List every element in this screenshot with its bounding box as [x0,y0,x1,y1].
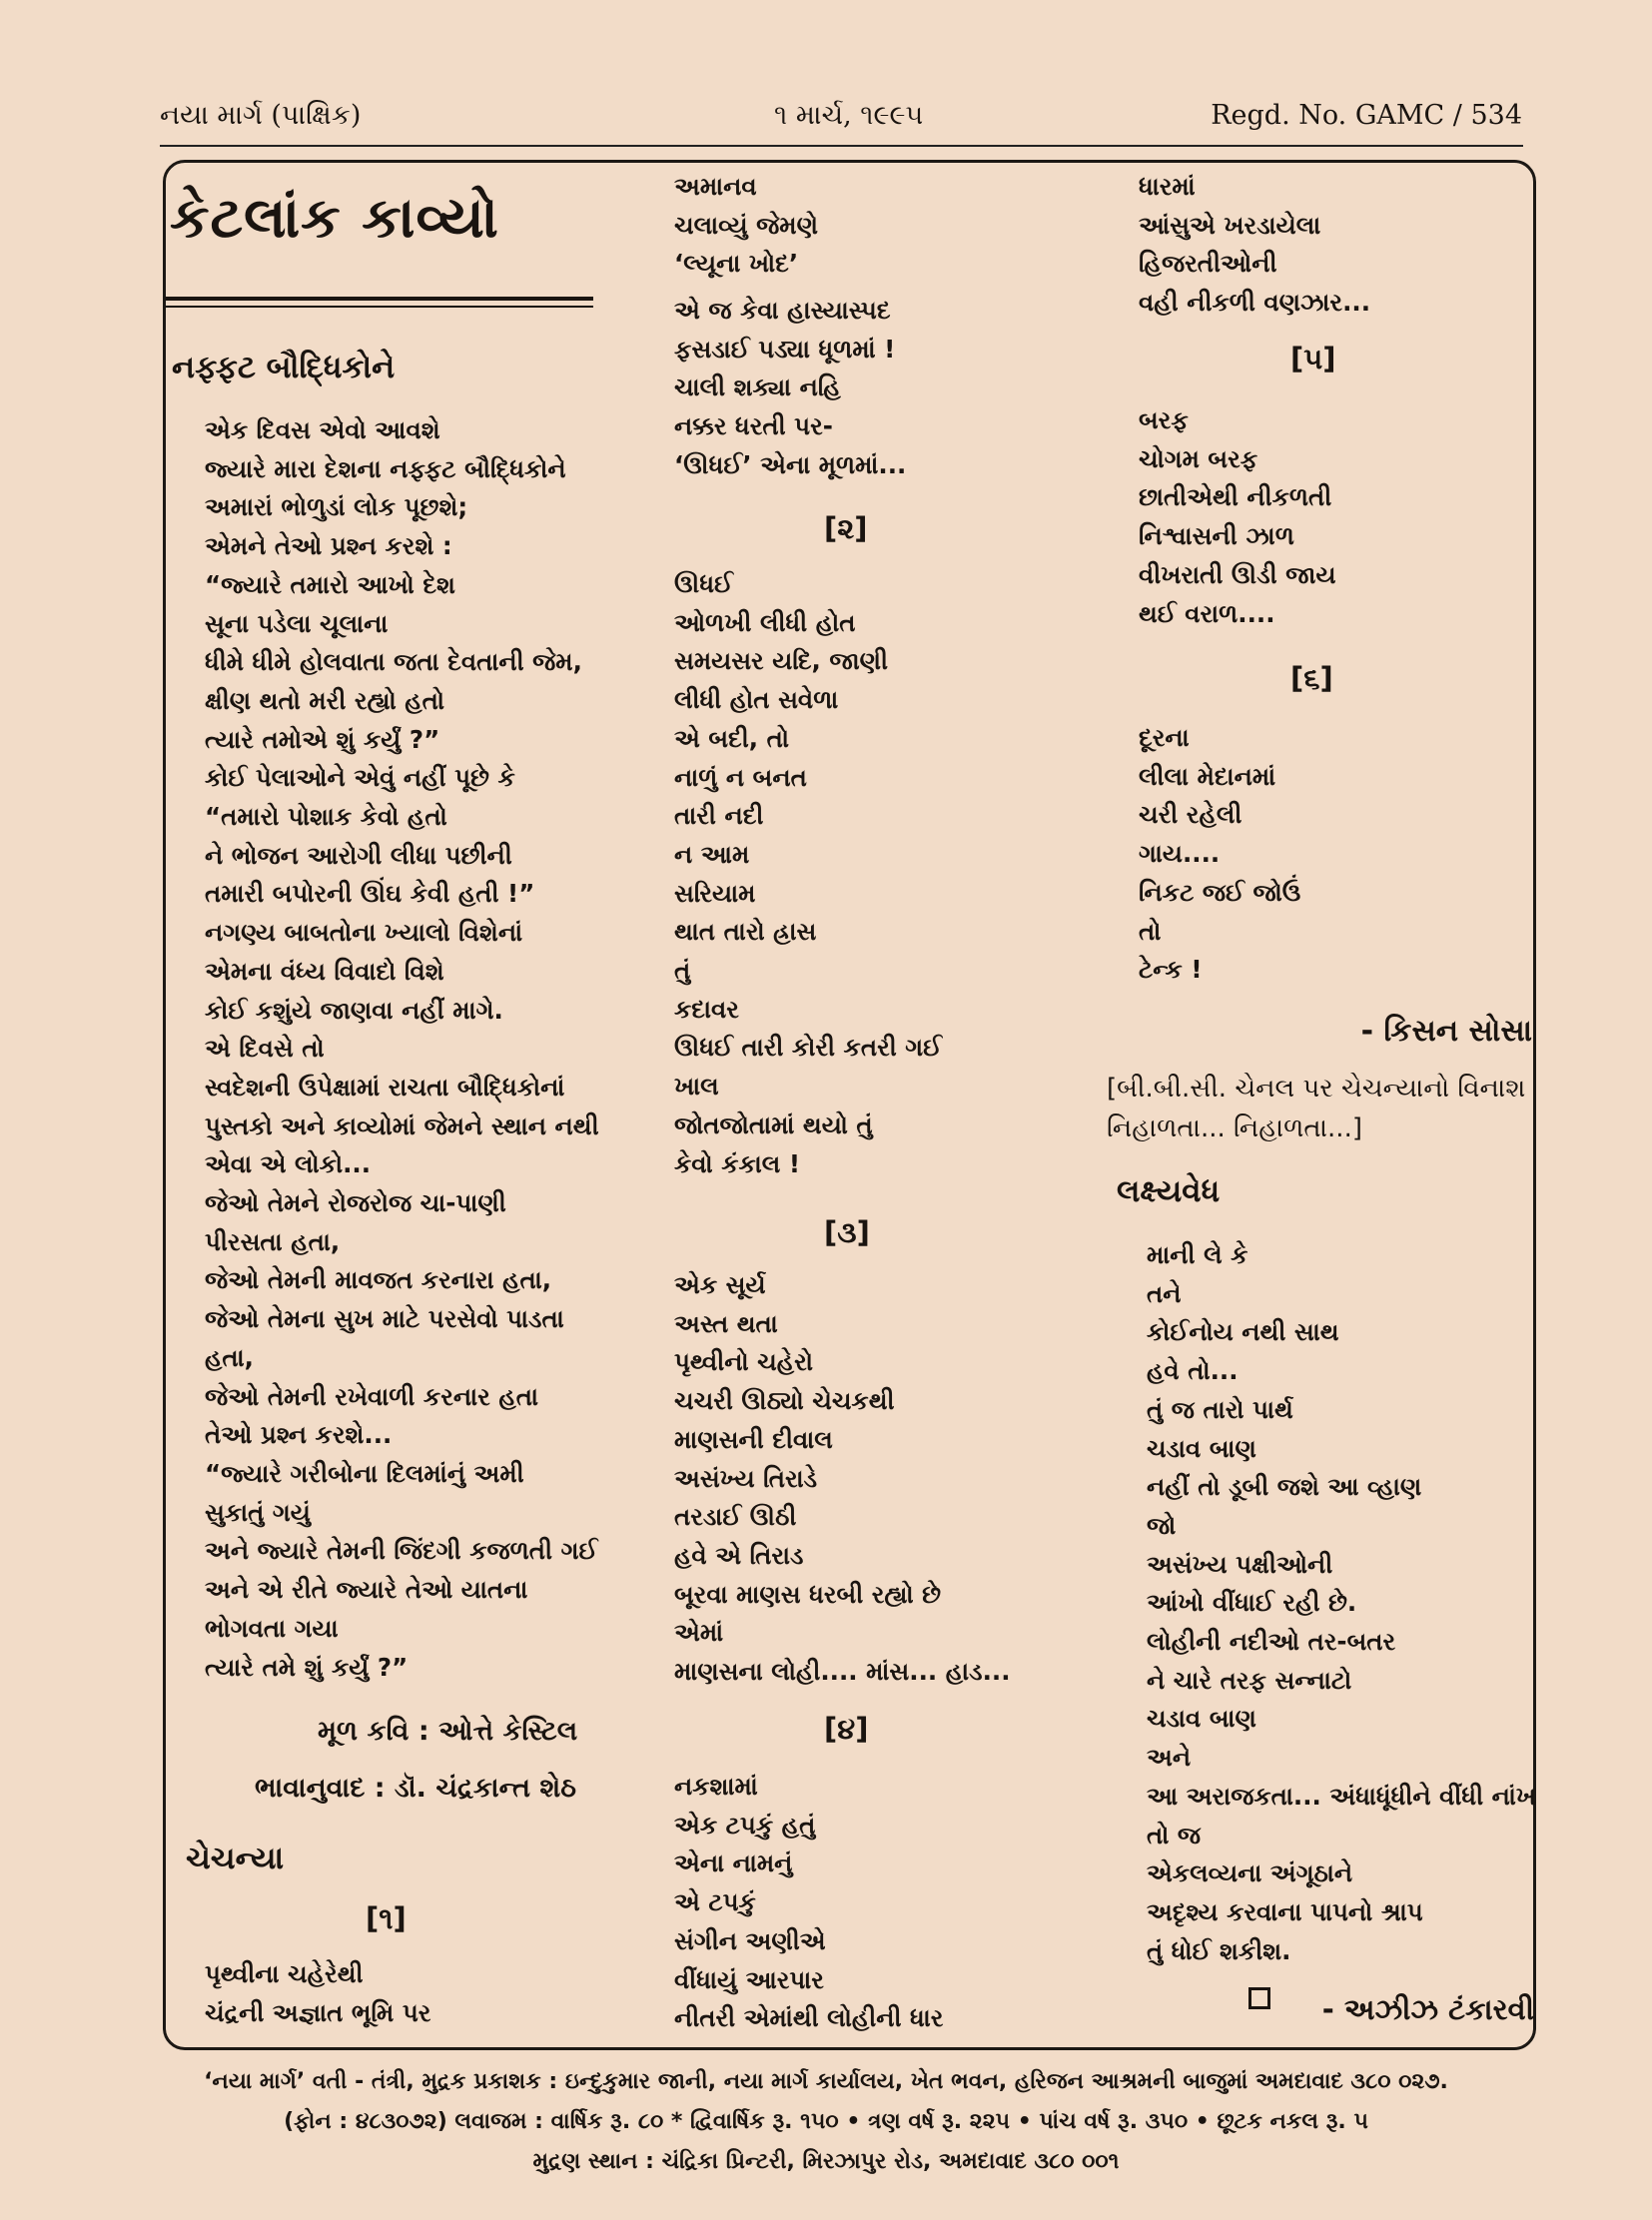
poem2-note-line1: [બી.બી.સી. ચેનલ પર ચેચન્યાનો વિનાશ [1107,1074,1526,1104]
poem-line: ચડાવ બાણ [1147,1433,1256,1463]
poem2-stanza6-label: [૬] [1290,661,1333,695]
poem-line: ચાલી શક્યા નહિ [674,372,841,402]
poem-line: નહીં તો ડૂબી જશે આ વ્હાણ [1147,1472,1422,1502]
poem-line: કોઈ કશુંયે જાણવા નહીં માગે. [205,995,503,1025]
poem-line: સૂના પડેલા ચૂલાના [205,608,389,638]
poem-line: તરડાઈ ઊઠી [674,1502,797,1532]
poem-line: લોહીની નદીઓ તર-બતર [1147,1627,1396,1657]
poem-line: છાતીએથી નીકળતી [1139,482,1332,512]
poem-line: નિશ્વાસની ઝાળ [1139,521,1294,551]
poem-line: એકલવ્યના અંગૂઠાને [1147,1858,1353,1888]
poem-line: એક દિવસ એવો આવશે [205,415,440,444]
poem-line: કોઈ પેલાઓને એવું નહીં પૂછે કે [205,763,515,793]
poem2-stanza1-mid-a [674,168,818,284]
poem-line: અદૃશ્ય કરવાના પાપનો શ્રાપ [1147,1896,1423,1926]
poem-line: જેઓ તેમની માવજત કરનારા હતા, [205,1265,552,1295]
poem-line: થાત તારો હ્રાસ [674,917,817,947]
header-regd-no: Regd. No. GAMC / 534 [1211,100,1522,131]
page-title: કેટલાંક કાવ્યો [170,186,499,251]
poem-line: ખાલ [674,1072,719,1102]
poem-line: સુકાતું ગયું [205,1497,311,1527]
poem-line: તમારી બપોરની ઊંઘ કેવી હતી !” [205,879,535,909]
poem-line: તું [674,956,691,986]
poem1-body [205,411,599,1687]
poem-line: વીંધાયું આરપાર [674,1964,824,1994]
poem-line: ચલાવ્યું જેમણે [674,210,818,240]
poem3-title: લક્ષ્યવેધ [1117,1173,1221,1209]
poem-line: આ અરાજકતા... અંધાધૂંધીને વીંધી નાંખ [1147,1781,1537,1811]
poem-line: એ જ કેવા હાસ્યાસ્પદ [674,296,891,325]
poem-line: તો જ [1147,1820,1202,1850]
poem-line: નકશામાં [674,1772,758,1801]
title-underline-2 [166,306,593,308]
poem-line: અને એ રીતે જ્યારે તેઓ યાતના [205,1575,528,1605]
poem-line: ગાય.... [1139,839,1221,869]
poem-line: ધીમે ધીમે હોલવાતા જતા દેવતાની જેમ, [205,647,582,677]
poem2-stanza1-left [205,1955,430,2032]
poem-line: અને [1147,1743,1192,1773]
poem-line: બૂરવા માણસ ધરબી રહ્યો છે [674,1579,942,1609]
poem-line: લીધી હોત સવેળા [674,685,839,715]
poem2-stanza4-label: [૪] [824,1712,869,1746]
poem-line: ક્ષીણ થતો મરી રહ્યો હતો [205,685,445,715]
poem-line: થઈ વરાળ.... [1139,598,1275,628]
poem2-stanza3-label: [૩] [824,1215,870,1249]
poem2-stanza4-right [1139,168,1370,323]
poem2-stanza2-label: [૨] [824,511,868,545]
poem-line: ને ચારે તરફ સન્નાટો [1147,1665,1352,1695]
poem-line: પૃથ્વીના ચહેરેથી [205,1959,364,1988]
poem-line: ચડાવ બાણ [1147,1704,1256,1734]
poem-line: ફસડાઈ પડ્યા ધૂળમાં ! [674,334,896,364]
poem2-stanza1-label: [૧] [366,1901,407,1935]
poem-line: સ્વદેશની ઉપેક્ષામાં રાચતા બૌદ્ધિકોનાં [205,1072,565,1102]
poem-line: અસંખ્ય પક્ષીઓની [1147,1549,1333,1579]
poem-line: નાળું ન બનત [674,762,807,792]
poem-line: એ ટપકું [674,1887,756,1917]
poem-line: નિકટ જઈ જોઉં [1139,877,1301,907]
poem2-note-line2: નિહાળતા... નિહાળતા...] [1107,1113,1362,1143]
poem-line: સરિયામ [674,878,756,908]
poem2-title: ચેચન્યા [186,1841,285,1876]
poem-line: માણસના લોહી.... માંસ... હાડ... [674,1657,1011,1687]
poem-line: તેઓ પ્રશ્ન કરશે... [205,1420,393,1450]
poem-line: ‘ઊધઈ’ એના મૂળમાં... [674,449,907,479]
poem2-signature: - કિસન સોસા [1360,1014,1532,1049]
end-mark-icon [1248,1987,1270,2009]
poem-line: એમને તેઓ પ્રશ્ન કરશે : [205,531,452,561]
poem2-stanza1-mid-b [674,292,906,485]
poem-line: નક્કર ધરતી પર- [674,411,833,441]
poem-line: જેઓ તેમને રોજરોજ ચા-પાણી [205,1188,506,1218]
poem-line: હિજરતીઓની [1139,249,1277,279]
poem-line: ધારમાં [1139,172,1196,201]
poem-line: દૂરના [1139,723,1190,752]
poem1-poet-credit: મૂળ કવિ : ઓત્તે કેસ્ટિલ [318,1716,578,1747]
poem-line: સમયસર યદિ, જાણી [674,646,889,676]
poem-line: હવે તો... [1147,1356,1239,1386]
poem2-stanza5-label: [૫] [1290,342,1336,375]
poem2-stanza5 [1139,401,1336,633]
poem-line: એક ટપકું હતું [674,1810,816,1840]
poem-line: જેઓ તેમની રખેવાળી કરનાર હતા [205,1381,538,1411]
header-date: ૧ માર્ચ, ૧૯૯૫ [774,100,924,131]
poem-line: અસ્ત થતા [674,1308,778,1338]
poem-line: ટેન્ક ! [1139,955,1203,985]
poem-line: “જ્યારે તમારો આખો દેશ [205,569,455,599]
poem-line: નીતરી એમાંથી લોહીની ધાર [674,2003,944,2033]
poem-line: ઊધઈ [674,569,733,598]
header-left: નયા માર્ગ (પાક્ષિક) [160,100,362,131]
poem2-stanza6 [1139,719,1300,990]
poem-line: નગણ્ય બાબતોના ખ્યાલો વિશેનાં [205,918,523,948]
poem-line: તું જ તારો પાર્થ [1147,1394,1293,1424]
poem-line: કોઈનોય નથી સાથ [1147,1317,1339,1347]
poem-line: ભોગવતા ગયા [205,1613,339,1643]
poem2-stanza3 [674,1266,1011,1692]
poem-line: એના નામનું [674,1849,793,1878]
poem-line: હવે એ તિરાડ [674,1540,804,1570]
poem-line: ચરી રહેલી [1139,800,1242,830]
poem-line: એમાં [674,1618,724,1648]
poem3-body [1147,1236,1536,1970]
poem2-stanza2 [674,565,942,1183]
poem-line: આંખો વીંધાઈ રહી છે. [1147,1588,1357,1618]
poem-line: તો [1139,916,1162,946]
poem-line: જેઓ તેમના સુખ માટે પરસેવો પાડતા [205,1304,564,1334]
poem-line: ત્યારે તમે શું કર્યું ?” [205,1652,409,1682]
poem-line: એ દિવસે તો [205,1034,325,1064]
poem-line: સંગીન અણીએ [674,1925,826,1955]
poem-line: ન આમ [674,839,750,869]
poem-line: કદાવર [674,994,739,1024]
poem-line: હતા, [205,1342,254,1372]
poem-line: બરફ [1139,405,1189,434]
poem1-title: નફ્ફટ બૌદ્ધિકોને [172,350,396,385]
poem-line: એ બદી, તો [674,723,789,753]
footer-line2: (ફોન : ૪૮૩૦૭૨) લવાજમ : વાર્ષિક રૂ. ૮૦ * દ્વિવાર્ષિક રૂ. ૧૫૦ • ત્રણ વર્ષ રૂ. ૨૨૫ • પાંચ વર્ષ રૂ. ૩૫૦ • છૂટક નકલ રૂ. ૫ [284,2109,1368,2134]
poem-line: પુસ્તકો અને કાવ્યોમાં જેમને સ્થાન નથી [205,1110,599,1140]
poem-line: પૃથ્વીનો ચહેરો [674,1347,813,1377]
poem-line: એક સૂર્ય [674,1270,766,1299]
poem-line: માની લે કે [1147,1240,1248,1269]
poem-line: અમાનવ [674,172,757,201]
title-underline [166,297,593,301]
poem-line: કેવો કંકાલ ! [674,1148,801,1178]
header-rule [160,145,1523,147]
footer-line3: મુદ્રણ સ્થાન : ચંદ્રિકા પ્રિન્ટરી, મિરઝાપુર રોડ, અમદાવાદ ૩૮૦ ૦૦૧ [532,2149,1120,2174]
poem2-stanza4-mid [674,1768,943,2038]
poem-line: અને જ્યારે તેમની જિંદગી કજળતી ગઈ [205,1536,598,1566]
poem-line: ઊધઈ તારી કોરી કતરી ગઈ [674,1033,943,1063]
poem-line: અમારાં ભોળુડાં લોક પૂછશે; [205,492,468,522]
poem-line: જ્યારે મારા દેશના નફ્ફટ બૌદ્ધિકોને [205,453,566,483]
poem-line: ચચરી ઊઠ્યો ચેચકથી [674,1386,895,1416]
poem-line: “તમારો પોશાક કેવો હતો [205,802,447,832]
poem-line: ચોગમ બરફ [1139,443,1258,473]
poem-line: જોતજોતામાં થયો તું [674,1110,873,1139]
poem-line: તું ધોઈ શકીશ. [1147,1935,1291,1965]
poem-line: ઓળખી લીધી હોત [674,607,856,637]
poem-line: ચંદ્રની અજ્ઞાત ભૂમિ પર [205,1997,431,2027]
poem-line: તારી નદી [674,801,764,831]
poem-line: માણસની દીવાલ [674,1424,833,1454]
poem-line: લીલા મેદાનમાં [1139,761,1276,791]
poem-line: એમના વંધ્ય વિવાદો વિશે [205,956,444,986]
poem-line: જો [1147,1510,1177,1540]
poem-line: એવા એ લોકો... [205,1149,372,1179]
poem-line: ને ભોજન આરોગી લીધા પછીની [205,840,512,870]
footer-line1: ‘નયા માર્ગ’ વતી - તંત્રી, મુદ્રક પ્રકાશક : ઇન્દુકુમાર જાની, નયા માર્ગ કાર્યાલય, ખેત ભવન, હરિજન આશ્રમની બાજુમાં અમદાવાદ ૩૮૦ ૦૨૭. [204,2069,1448,2094]
poem3-signature: - અઝીઝ ટંકારવી [1321,1992,1534,2026]
poem-line: “જ્યારે ગરીબોના દિલમાંનું અમી [205,1458,524,1488]
poem-line: ‘લ્યૂના ખોદ’ [674,249,799,279]
poem1-translator-credit: ભાવાનુવાદ : ડૉ. ચંદ્રકાન્ત શેઠ [255,1773,576,1804]
poem-line: આંસુએ ખરડાયેલા [1139,210,1321,240]
poem-line: ત્યારે તમોએ શું કર્યું ?” [205,724,440,754]
poem-line: તને [1147,1278,1182,1308]
poem-line: વહી નીકળી વણઝાર... [1139,288,1371,318]
poem-line: વીખરાતી ઊડી જાય [1139,559,1336,589]
poem-line: અસંખ્ય તિરાડે [674,1463,818,1493]
poem-line: પીરસતા હતા, [205,1226,341,1256]
